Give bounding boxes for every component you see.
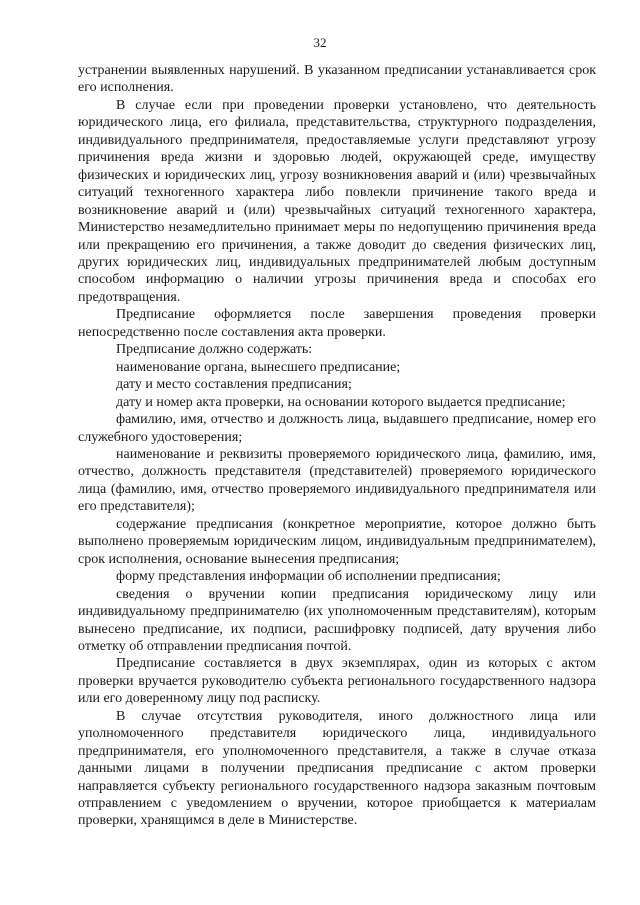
paragraph: дату и номер акта проверки, на основании которого выдается предписание; <box>116 394 566 410</box>
paragraph: сведения о вручении копии предписания юридическому лицу или индивидуальному предпринимателю (их уполномоченным представителям), которым вынесено предписание, их подписи, расшифровку подписей, дату вручения либо отметку об отправлении предписания почтой. <box>78 586 596 654</box>
paragraph: устранении выявленных нарушений. В указанном предписании устанавливается срок его исполнения. <box>78 63 596 96</box>
paragraph: Предписание должно содержать: <box>116 342 313 358</box>
page-number: 32 <box>313 35 327 50</box>
paragraph: фамилию, имя, отчество и должность лица, выдавшего предписание, номер его служебного удостоверения; <box>78 412 596 445</box>
paragraph: дату и место составления предписания; <box>116 377 352 393</box>
paragraph: В случае отсутствия руководителя, иного должностного лица или уполномоченного представителя юридического лица, индивидуального предпринимателя, его уполномоченного представителя, а также в случае отказа данными лицами в получении предписания предписание с актом проверки направляется субъекту регионального государственного надзора заказным почтовым отправлением с уведомлением о вручении, которое приобщается к материалам проверки, хранящимся в деле в Министерстве. <box>78 708 596 829</box>
paragraph: наименование и реквизиты проверяемого юридического лица, фамилию, имя, отчество, должность представителя (представителей) проверяемого юридического лица (фамилию, имя, отчество проверяемого индивидуального предпринимателя или его представителя); <box>78 446 596 515</box>
paragraph: Предписание оформляется после завершения проведения проверки непосредственно после составления акта проверки. <box>78 307 596 340</box>
paragraph: наименование органа, вынесшего предписание; <box>116 359 401 375</box>
paragraph: Предписание составляется в двух экземплярах, один из которых с актом проверки вручается руководителю субъекта регионального государственного надзора или его доверенному лицу под расписку. <box>78 656 596 707</box>
paragraph: форму представления информации об исполнении предписания; <box>116 569 501 585</box>
document-body <box>78 62 596 830</box>
paragraph: содержание предписания (конкретное мероприятие, которое должно быть выполнено проверяемым юридическим лицом, индивидуальным предпринимателем), срок исполнения, основание вынесения предписания; <box>78 516 596 567</box>
paragraph: В случае если при проведении проверки установлено, что деятельность юридического лица, его филиала, представительства, структурного подразделения, индивидуального предпринимателя, предоставляемые услуги представляют угрозу причинения вреда жизни и здоровью людей, окружающей среде, имуществу физических и юридических лиц, угрозу возникновения аварий и (или) чрезвычайных ситуаций техногенного характера либо повлекли причинение такого вреда и возникновение аварий и (или) чрезвычайных ситуаций техногенного характера, Министерство незамедлительно принимает меры по недопущению причинения вреда или прекращению его причинения, а также доводит до сведения физических лиц, других юридических лиц, индивидуальных предпринимателей любым доступным способом информацию о наличии угрозы причинения вреда и способах его предотвращения. <box>78 97 596 305</box>
